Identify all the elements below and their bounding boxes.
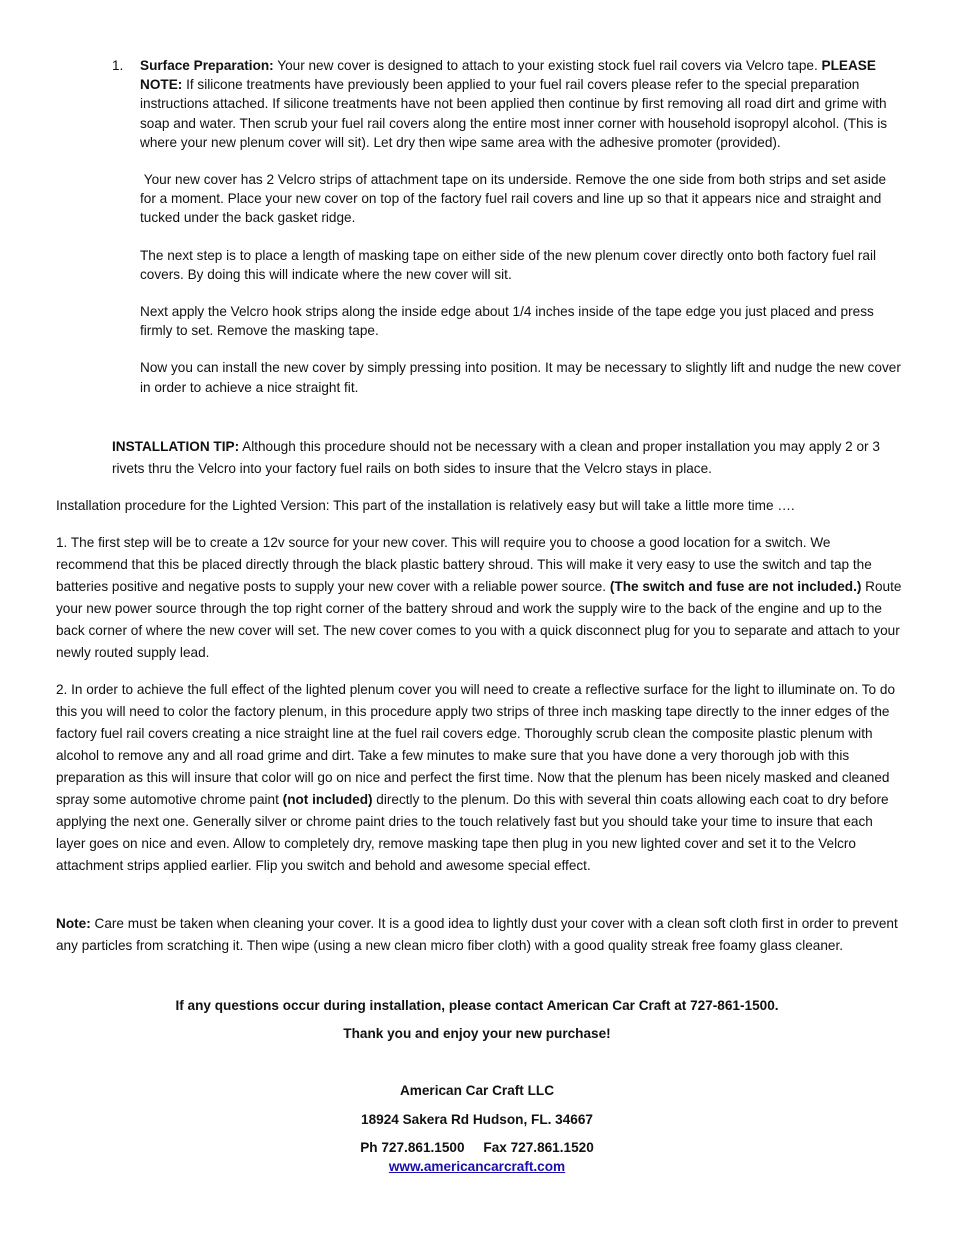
lighted-step-1-text-a: 1. The first step will be to create a 12v source for your new cover. This will require you to choose a good location for a switch. We recommend that this be placed directly through the black plastic battery shroud. This will make it very easy to use the switch and tap the batteries positive and negative posts to supply your new cover with a reliable power source. [56, 535, 872, 594]
note-label: Note: [56, 916, 91, 931]
lighted-step-2-text-b: directly to the plenum. Do this with several thin coats allowing each coat to dry before applying the next one. Generally silver or chrome paint dries to the touch relatively fast but you should take your time to insure that each layer goes on nice and even. Allow to completely dry, remove masking tape then plug in you new lighted cover and set it to the Velcro attachment strips applied earlier. Flip you switch and behold and awesome special effect. [56, 792, 889, 873]
lighted-step-2 [56, 679, 902, 877]
lighted-intro: Installation procedure for the Lighted Version: This part of the installation is relatively easy but will take a little more time …. [56, 498, 795, 513]
installation-tip [112, 436, 902, 479]
lighted-step-2-text-a: 2. In order to achieve the full effect of the lighted plenum cover you will need to create a reflective surface for the light to illuminate on. To do this you will need to color the factory plenum, in this procedure apply two strips of three inch masking tape directly to the inner edges of the factory fuel rail covers creating a nice straight line at the fuel rail covers edge. Thoroughly scrub clean the composite plastic plenum with alcohol to remove any and all road grime and dirt. Take a few minutes to make sure that you have done a very thorough job with this preparation as this will insure that color will go on nice and perfect the first time. Now that the plenum has been nicely masked and cleaned spray some automotive chrome paint [56, 682, 896, 807]
company-address: 18924 Sakera Rd Hudson, FL. 34667 [361, 1112, 593, 1127]
company-name: American Car Craft LLC [399, 1083, 555, 1098]
lighted-step-1-text-b: Route your new power source through the top right corner of the battery shroud and work the supply wire to the back of the engine and up to the back corner of where the new cover will set. The new cover comes to you with a quick disconnect plug for you to separate and attach to your newly routed supply lead. [56, 579, 902, 660]
step-content [140, 56, 902, 397]
step-text-b: If silicone treatments have previously been applied to your fuel rail covers please refer to the special preparation instructions attached. If silicone treatments have not been applied then continue by first removing all road dirt and grime with soap and water. Then scrub your fuel rail covers along the entire most inner corner with household isopropyl alcohol. (This is where your new plenum cover will sit). Let dry then wipe same area with the adhesive promoter (provided). [140, 77, 888, 150]
lighted-step-2-bold: (not included) [282, 792, 373, 807]
step-paragraph-4: Next apply the Velcro hook strips along the inside edge about 1/4 inches inside of the tape edge you just placed and press firmly to set. Remove the masking tape. [140, 304, 874, 339]
please-note-label: PLEASE NOTE: [140, 58, 876, 93]
step-paragraph-3: The next step is to place a length of masking tape on either side of the new plenum cover directly onto both factory fuel rail covers. By doing this will indicate where the new cover will sit. [140, 247, 876, 282]
step-text-a: Your new cover is designed to attach to your existing stock fuel rail covers via Velcro tape. [273, 58, 822, 73]
website-link[interactable]: www.americancarcraft.com [388, 1159, 566, 1174]
lighted-step-1-bold: (The switch and fuse are not included.) [609, 579, 862, 594]
step-paragraph-2: Your new cover has 2 Velcro strips of attachment tape on its underside. Remove the one side from both strips and set aside for a moment. Place your new cover on top of the factory fuel rail covers and line up so that it appears nice and straight and tucked under the back gasket ridge. [140, 172, 890, 226]
tip-label: INSTALLATION TIP: [112, 439, 240, 454]
step-paragraph-5: Now you can install the new cover by simply pressing into position. It may be necessary to slightly lift and nudge the new cover in order to achieve a nice straight fit. [140, 360, 901, 395]
phone-fax: Ph 727.861.1500 Fax 727.861.1520 [360, 1140, 594, 1155]
thanks-line: Thank you and enjoy your new purchase! [343, 1026, 611, 1041]
cleaning-note [56, 913, 902, 957]
step-label: Surface Preparation: [140, 58, 274, 73]
step-paragraph-1 [140, 56, 902, 152]
lighted-step-1 [56, 532, 902, 664]
step-number: 1. [112, 58, 124, 73]
website-line [0, 1157, 954, 1176]
note-text: Care must be taken when cleaning your cover. It is a good idea to lightly dust your cover with a clean soft cloth first in order to prevent any particles from scratching it. Then wipe (using a new clean micro fiber cloth) with a good quality streak free foamy glass cleaner. [56, 916, 898, 953]
surface-preparation-step [112, 56, 902, 415]
contact-line: If any questions occur during installation, please contact American Car Craft at 727-861-1500. [175, 998, 779, 1013]
tip-text: Although this procedure should not be necessary with a clean and proper installation you may apply 2 or 3 rivets thru the Velcro into your factory fuel rails on both sides to insure that the Velcro stays in place. [112, 439, 880, 476]
